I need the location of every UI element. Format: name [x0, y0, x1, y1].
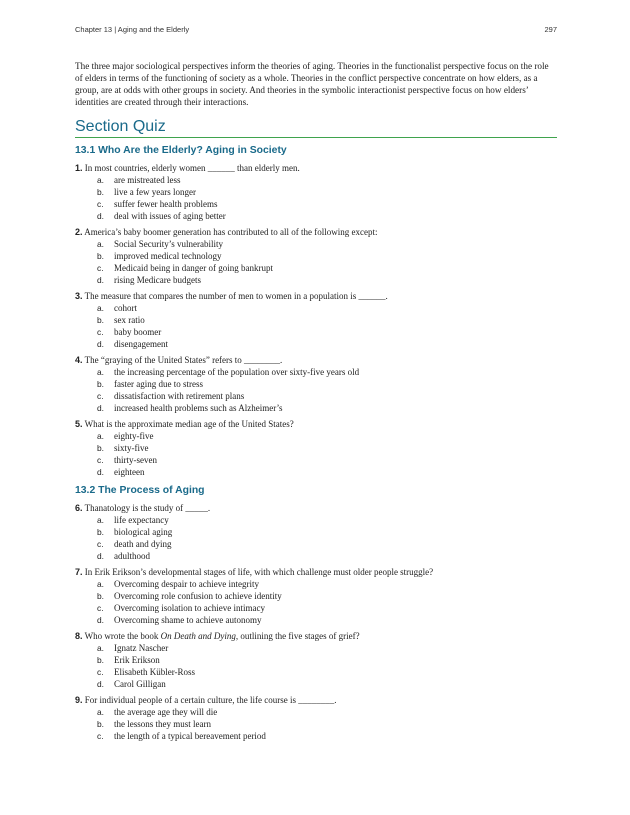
choice-letter: c. [97, 667, 104, 677]
choice-letter: a. [97, 579, 104, 589]
answer-choice[interactable] [75, 262, 557, 274]
choice-letter: b. [97, 527, 104, 537]
choice-text: adulthood [114, 551, 150, 561]
choice-text: eighteen [114, 467, 145, 477]
choice-text: Ignatz Nascher [114, 643, 169, 653]
choice-letter: b. [97, 591, 104, 601]
question-number: 2. [75, 227, 83, 237]
page-number: 297 [544, 25, 557, 34]
choice-letter: d. [97, 551, 104, 561]
answer-choice[interactable] [75, 602, 557, 614]
choice-letter: c. [97, 455, 104, 465]
answer-choice[interactable] [75, 238, 557, 250]
choice-letter: b. [97, 315, 104, 325]
section-heading-13-1: 13.1 Who Are the Elderly? Aging in Society [75, 145, 287, 156]
answer-choice[interactable] [75, 186, 557, 198]
section-heading-13-2: 13.2 The Process of Aging [75, 485, 205, 496]
choice-letter: c. [97, 263, 104, 273]
choice-text: rising Medicare budgets [114, 275, 201, 285]
choice-text: thirty-seven [114, 455, 157, 465]
answer-choices [75, 238, 557, 286]
question-1 [75, 162, 557, 222]
question-number: 8. [75, 631, 83, 641]
question-text [75, 502, 557, 514]
choice-text: dissatisfaction with retirement plans [114, 391, 245, 401]
choice-text: the lessons they must learn [114, 719, 211, 729]
question-prompt: The measure that compares the number of men to women in a population is ______. [84, 291, 388, 301]
answer-choice[interactable] [75, 390, 557, 402]
answer-choice[interactable] [75, 326, 557, 338]
question-prompt: In Erik Erikson’s developmental stages of life, with which challenge must older people struggle? [84, 567, 434, 577]
answer-choice[interactable] [75, 338, 557, 350]
answer-choice[interactable] [75, 302, 557, 314]
question-9 [75, 694, 557, 742]
question-6 [75, 502, 557, 562]
choice-text: Carol Gilligan [114, 679, 166, 689]
question-number: 6. [75, 503, 83, 513]
choice-text: eighty-five [114, 431, 154, 441]
question-prompt: Thanatology is the study of _____. [84, 503, 211, 513]
question-prompt-end: , outlining the five stages of grief? [235, 631, 360, 641]
answer-choice[interactable] [75, 198, 557, 210]
choice-letter: c. [97, 327, 104, 337]
answer-choices [75, 302, 557, 350]
choice-letter: a. [97, 643, 104, 653]
intro-paragraph: The three major sociological perspectives inform the theories of aging. Theories in the functionalist perspective focus on the role of elders in terms of the functioning of society as a whole. Theories in the conflict perspective concentrate on how elders, as a group, are at odds with other groups in society. And theories in the symbolic interactionist perspective focus on how elders’ identities are created through their interactions. [75, 61, 549, 107]
question-number: 5. [75, 419, 83, 429]
choice-text: suffer fewer health problems [114, 199, 218, 209]
choice-letter: b. [97, 655, 104, 665]
answer-choice[interactable] [75, 402, 557, 414]
choice-letter: a. [97, 431, 104, 441]
question-8 [75, 630, 557, 690]
answer-choice[interactable] [75, 526, 557, 538]
choice-text: cohort [114, 303, 137, 313]
choice-letter: b. [97, 443, 104, 453]
answer-choice[interactable] [75, 614, 557, 626]
question-text [75, 418, 557, 430]
choice-text: sex ratio [114, 315, 145, 325]
question-text [75, 566, 557, 578]
choice-letter: d. [97, 615, 104, 625]
question-number: 7. [75, 567, 83, 577]
choice-letter: a. [97, 367, 104, 377]
choice-letter: c. [97, 731, 104, 741]
question-text [75, 162, 557, 174]
answer-choice[interactable] [75, 654, 557, 666]
question-2 [75, 226, 557, 286]
choice-letter: d. [97, 339, 104, 349]
answer-choices [75, 642, 557, 690]
question-number: 1. [75, 163, 83, 173]
question-text [75, 354, 557, 366]
question-prompt-start: Who wrote the book [84, 631, 161, 641]
choice-text: baby boomer [114, 327, 162, 337]
answer-choices [75, 366, 557, 414]
choice-letter: c. [97, 539, 104, 549]
choice-letter: d. [97, 211, 104, 221]
answer-choice[interactable] [75, 210, 557, 222]
answer-choice[interactable] [75, 430, 557, 442]
answer-choice[interactable] [75, 174, 557, 186]
question-prompt: The “graying of the United States” refers to ________. [84, 355, 283, 365]
choice-letter: a. [97, 175, 104, 185]
choice-text: Overcoming isolation to achieve intimacy [114, 603, 265, 613]
question-5 [75, 418, 557, 478]
answer-choice[interactable] [75, 274, 557, 286]
choice-letter: d. [97, 467, 104, 477]
choice-text: faster aging due to stress [114, 379, 203, 389]
answer-choice[interactable] [75, 314, 557, 326]
running-header [75, 25, 557, 34]
question-text [75, 694, 557, 706]
choice-letter: b. [97, 379, 104, 389]
answer-choice[interactable] [75, 578, 557, 590]
answer-choice[interactable] [75, 366, 557, 378]
answer-choices [75, 430, 557, 478]
answer-choices [75, 706, 557, 742]
question-prompt: In most countries, elderly women ______ than elderly men. [84, 163, 300, 173]
question-text [75, 290, 557, 302]
choice-letter: a. [97, 303, 104, 313]
choice-text: Overcoming despair to achieve integrity [114, 579, 259, 589]
answer-choice[interactable] [75, 678, 557, 690]
choice-text: biological aging [114, 527, 173, 537]
choice-text: disengagement [114, 339, 168, 349]
choice-text: Overcoming role confusion to achieve identity [114, 591, 282, 601]
choice-text: the length of a typical bereavement period [114, 731, 266, 741]
answer-choice[interactable] [75, 642, 557, 654]
choice-text: the increasing percentage of the population over sixty-five years old [114, 367, 360, 377]
choice-text: life expectancy [114, 515, 169, 525]
answer-choices [75, 174, 557, 222]
answer-choice[interactable] [75, 514, 557, 526]
choice-letter: d. [97, 275, 104, 285]
choice-text: the average age they will die [114, 707, 218, 717]
choice-text: Social Security’s vulnerability [114, 239, 223, 249]
choice-letter: c. [97, 391, 104, 401]
choice-letter: a. [97, 239, 104, 249]
answer-choice[interactable] [75, 718, 557, 730]
choice-text: Erik Erikson [114, 655, 160, 665]
question-7 [75, 566, 557, 626]
question-number: 4. [75, 355, 83, 365]
choice-text: Medicaid being in danger of going bankrupt [114, 263, 273, 273]
book-title: On Death and Dying [160, 631, 236, 641]
choice-letter: b. [97, 719, 104, 729]
choice-letter: a. [97, 515, 104, 525]
choice-text: are mistreated less [114, 175, 181, 185]
choice-letter: b. [97, 187, 104, 197]
choice-text: deal with issues of aging better [114, 211, 226, 221]
answer-choice[interactable] [75, 378, 557, 390]
choice-text: increased health problems such as Alzheimer’s [114, 403, 283, 413]
choice-text: sixty-five [114, 443, 149, 453]
question-3 [75, 290, 557, 350]
choice-letter: d. [97, 679, 104, 689]
question-prompt: For individual people of a certain culture, the life course is ________. [84, 695, 337, 705]
choice-letter: b. [97, 251, 104, 261]
answer-choices [75, 514, 557, 562]
answer-choice[interactable] [75, 454, 557, 466]
answer-choice[interactable] [75, 590, 557, 602]
answer-choices [75, 578, 557, 626]
choice-letter: c. [97, 199, 104, 209]
answer-choice[interactable] [75, 250, 557, 262]
answer-choice[interactable] [75, 550, 557, 562]
question-4 [75, 354, 557, 414]
answer-choice[interactable] [75, 466, 557, 478]
choice-letter: d. [97, 403, 104, 413]
chapter-label: Chapter 13 | Aging and the Elderly [75, 25, 190, 34]
question-text [75, 630, 557, 642]
choice-letter: c. [97, 603, 104, 613]
answer-choice[interactable] [75, 706, 557, 718]
question-number: 9. [75, 695, 83, 705]
choice-text: Overcoming shame to achieve autonomy [114, 615, 262, 625]
choice-text: Elisabeth Kübler-Ross [114, 667, 196, 677]
question-prompt: America’s baby boomer generation has contributed to all of the following except: [84, 227, 378, 237]
choice-text: live a few years longer [114, 187, 196, 197]
answer-choice[interactable] [75, 730, 557, 742]
section-quiz-title: Section Quiz [75, 118, 557, 138]
answer-choice[interactable] [75, 442, 557, 454]
choice-text: death and dying [114, 539, 172, 549]
question-number: 3. [75, 291, 83, 301]
answer-choice[interactable] [75, 666, 557, 678]
question-prompt: What is the approximate median age of the United States? [84, 419, 294, 429]
choice-letter: a. [97, 707, 104, 717]
question-text [75, 226, 557, 238]
choice-text: improved medical technology [114, 251, 222, 261]
answer-choice[interactable] [75, 538, 557, 550]
